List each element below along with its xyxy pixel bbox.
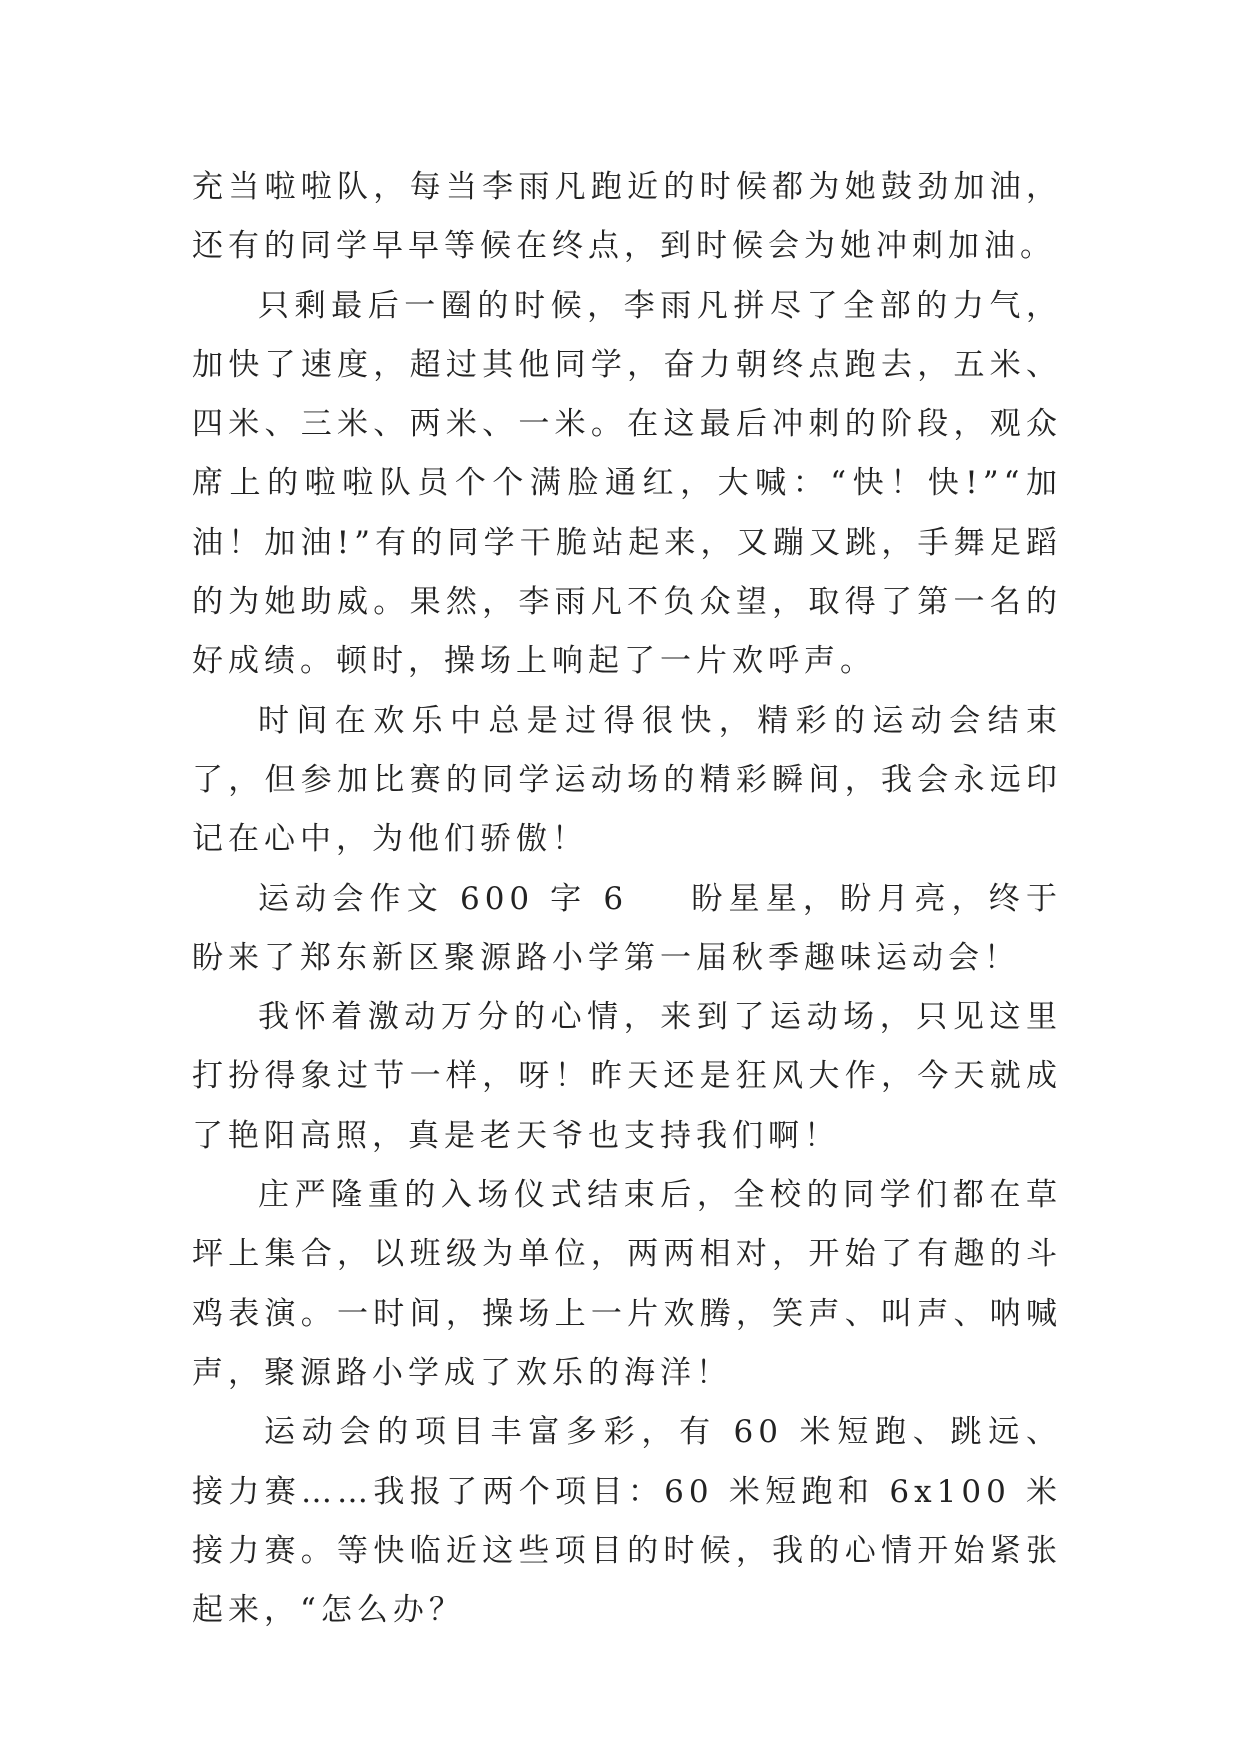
paragraph-4-text: 盼星星，盼月亮，终于盼来了郑东新区聚源路小学第一届秋季趣味运动会！: [192, 880, 1062, 976]
document-body: [192, 158, 1062, 1640]
paragraph-3: 时间在欢乐中总是过得很快，精彩的运动会结束了，但参加比赛的同学运动场的精彩瞬间，我会永远印记在心中，为他们骄傲！: [192, 702, 1062, 858]
section-heading: 运动会作文 600 字 6: [258, 880, 629, 917]
paragraph-1: 充当啦啦队，每当李雨凡跑近的时候都为她鼓劲加油，还有的同学早早等候在终点，到时候会为她冲刺加油。: [192, 169, 1062, 265]
paragraph-7: 运动会的项目丰富多彩，有 60 米短跑、跳远、接力赛……我报了两个项目：60 米短跑和 6x100 米接力赛。等快临近这些项目的时候，我的心情开始紧张起来，“怎么办？: [192, 1414, 1062, 1629]
paragraph-6: 庄严隆重的入场仪式结束后，全校的同学们都在草坪上集合，以班级为单位，两两相对，开始了有趣的斗鸡表演。一时间，操场上一片欢腾，笑声、叫声、呐喊声，聚源路小学成了欢乐的海洋！: [192, 1177, 1062, 1391]
paragraph-2: 只剩最后一圈的时候，李雨凡拼尽了全部的力气，加快了速度，超过其他同学，奋力朝终点跑去，五米、四米、三米、两米、一米。在这最后冲刺的阶段，观众席上的啦啦队员个个满脸通红，大喊：“快！快!”“加油！加油!”有的同学干脆站起来，又蹦又跳，手舞足蹈的为她助威。果然，李雨凡不负众望，取得了第一名的好成绩。顿时，操场上响起了一片欢呼声。: [192, 287, 1062, 680]
paragraph-4: [192, 870, 1062, 989]
paragraph-5: 我怀着激动万分的心情，来到了运动场，只见这里打扮得象过节一样，呀！昨天还是狂风大作，今天就成了艳阳高照，真是老天爷也支持我们啊！: [192, 999, 1062, 1154]
